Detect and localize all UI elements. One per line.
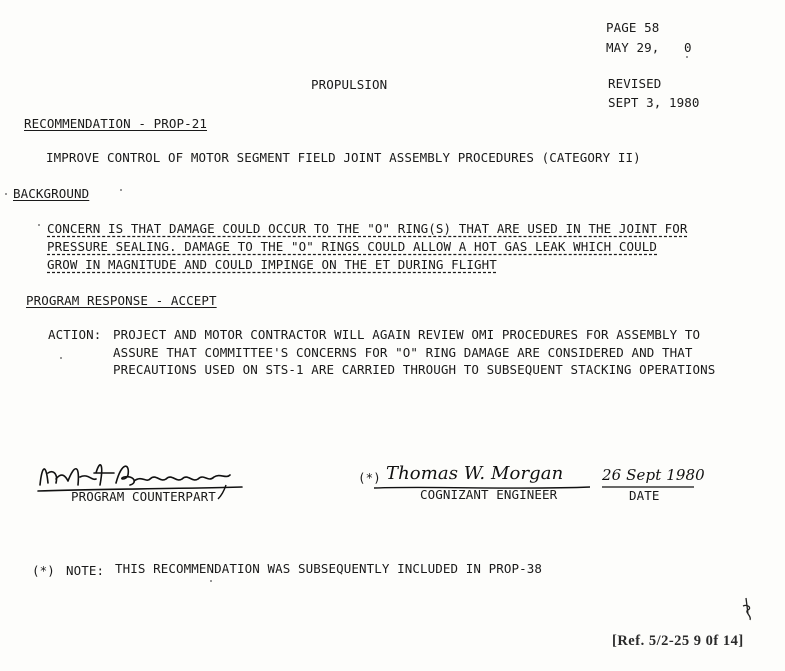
margin-mark	[740, 596, 758, 622]
action-line-1: PROJECT AND MOTOR CONTRACTOR WILL AGAIN REVIEW OMI PROCEDURES FOR ASSEMBLY TO	[113, 327, 701, 342]
recommendation-text: IMPROVE CONTROL OF MOTOR SEGMENT FIELD JOINT ASSEMBLY PROCEDURES (CATEGORY II)	[46, 150, 641, 165]
action-line-2: ASSURE THAT COMMITTEE'S CONCERNS FOR "O" RING DAMAGE ARE CONSIDERED AND THAT	[113, 345, 693, 360]
page-date: MAY 29,	[606, 40, 660, 55]
cognizant-engineer-label: COGNIZANT ENGINEER	[420, 487, 558, 502]
scan-speck	[686, 56, 688, 58]
action-line-3: PRECAUTIONS USED ON STS-1 ARE CARRIED THROUGH TO SUBSEQUENT STACKING OPERATIONS	[113, 362, 716, 377]
background-line-3: GROW IN MAGNITUDE AND COULD IMPINGE ON THE ET DURING FLIGHT	[47, 257, 497, 272]
scan-speck	[210, 580, 212, 582]
asterisk-marker-signature: (*)	[358, 470, 381, 485]
cognizant-engineer-signature: Thomas W. Morgan	[386, 463, 564, 484]
page-number: PAGE 58	[606, 20, 660, 35]
page-date-tail: 0	[684, 40, 692, 55]
handwritten-date: 26 Sept 1980	[602, 466, 705, 484]
action-label: ACTION:	[48, 327, 102, 342]
note-text: THIS RECOMMENDATION WAS SUBSEQUENTLY INCLUDED IN PROP-38	[115, 561, 543, 576]
scan-speck	[120, 189, 122, 191]
scan-speck	[38, 224, 40, 226]
revised-label: REVISED	[608, 76, 662, 91]
section-title: PROPULSION	[311, 77, 388, 92]
background-heading: BACKGROUND	[13, 186, 90, 201]
scan-speck	[60, 357, 62, 359]
scan-speck	[5, 193, 7, 195]
background-line-2: PRESSURE SEALING. DAMAGE TO THE "O" RINGS COULD ALLOW A HOT GAS LEAK WHICH COULD	[47, 239, 658, 254]
program-response-heading: PROGRAM RESPONSE - ACCEPT	[26, 293, 217, 308]
recommendation-heading: RECOMMENDATION - PROP-21	[24, 116, 208, 131]
program-counterpart-label: PROGRAM COUNTERPART	[71, 489, 216, 504]
date-label: DATE	[629, 488, 660, 503]
reference-label: [Ref. 5/2-25 9 0f 14]	[612, 633, 744, 649]
note-marker: (*)	[32, 563, 55, 578]
note-label: NOTE:	[66, 563, 105, 578]
revised-date: SEPT 3, 1980	[608, 95, 700, 110]
background-line-1: CONCERN IS THAT DAMAGE COULD OCCUR TO THE "O" RING(S) THAT ARE USED IN THE JOINT FOR	[47, 221, 688, 236]
